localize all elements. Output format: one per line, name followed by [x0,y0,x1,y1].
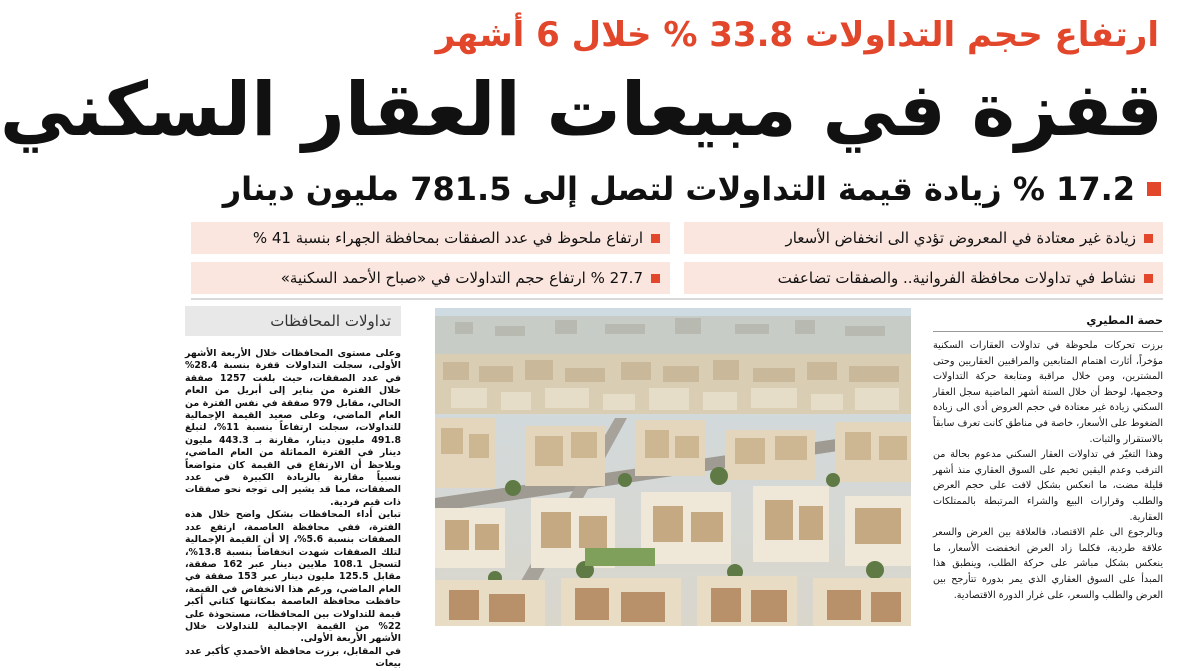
bullet-text: ارتفاع ملحوظ في عدد الصفقات بمحافظة الجهراء بنسبة 41 % [252,229,643,247]
subhead-text: 17.2 % زيادة قيمة التداولات لتصل إلى 781.5 مليون دينار [222,170,1135,208]
kicker: ارتفاع حجم التداولات 33.8 % خلال 6 أشهر [435,15,1159,55]
bullet-square-icon [1144,274,1153,283]
bullet-item [191,222,670,254]
bullet-item [191,262,670,294]
bullet-square-icon [651,274,660,283]
bullet-square-icon [1144,234,1153,243]
bullet-text: نشاط في تداولات محافظة الفروانية.. والصفقات تضاعفت [777,269,1136,287]
article-body [185,348,401,671]
paragraph: برزت تحركات ملحوظة في تداولات العقارات السكنية مؤخراً، أثارت اهتمام المتابعين والمراقبين العقاريين وحتى المشترين، ومن خلال مراقبة ومتابعة حركة التداولات وحجمها، لوحظ أن خلال الستة أشهر الماضية سجل العقار السكني زيادة غير معتادة في حجم العروض أدى الى زيادة الضغوط على الأسعار، خاصة في مناطق كانت تعرف سابقاً بالاستقرار والثبات. [933,340,1163,445]
city-aerial-photo [435,308,911,626]
paragraph: وعلى مستوى المحافظات خلال الأربعة الأشهر الأولى، سجلت التداولات قفزة بنسبة 28.4% في عدد الصفقات، حيث بلغت 1257 صفقة خلال الفترة من يناير إلى أبريل من العام الحالي، مقابل 979 صفقة في نفس الفترة من العام الماضي، وعلى صعيد القيمة الإجمالية للتداولات، سجلت ارتفاعاً بنسبة 11%، لتبلغ 491.8 مليون دينار، مقارنة بـ 443.3 مليون دينار في الفترة المماثلة من العام الماضي، ويلاحظ أن الارتفاع في القيمة كان متواضعاً نسبياً مقارنة بالزيادة الكبيرة في عدد الصفقات، مما قد يشير إلى توجه نحو صفقات ذات قيم فردية. [185,348,402,508]
city-illustration [435,308,911,626]
bullet-square-icon [651,234,660,243]
subhead-square-icon [1147,182,1161,196]
paragraph: في المقابل، برزت محافظة الأحمدي كأكبر عدد بيعات [185,645,401,670]
article-column-left [185,306,402,670]
bullet-text: 27.7 % ارتفاع حجم التداولات في «صباح الأحمد السكنية» [280,269,643,287]
bullet-text: زيادة غير معتادة في المعروض تؤدي الى انخفاض الأسعار [785,229,1136,247]
bullet-points [191,222,1163,294]
subhead [193,166,1161,212]
headline: قفزة في مبيعات العقار السكني [0,67,1163,153]
bullet-item [684,222,1163,254]
paragraph: تباين أداء المحافظات بشكل واضح خلال هذه الفترة، ففي محافظة العاصمة، ارتفع عدد الصفقات بنسبة 5.6%، إلا أن القيمة الإجمالية لتلك الصفقات شهدت انخفاضاً بنسبة 13.8%، لتسجل 108.1 ملايين دينار عبر 162 صفقة، مقابل 125.5 مليون دينار عبر 153 صفقة في العام الماضي، ورغم هذا الانخفاض في القيمة، حافظت محافظة العاصمة بمكانتها كثاني أكبر قيمة للتداولات بين المحافظات، مستحوذة على 22% من القيمة الإجمالية للتداولات خلال الأشهر الأربعة الأولى. [185,509,401,645]
article-body [933,338,1163,603]
bullet-item [684,262,1163,294]
paragraph: وبالرجوع الى علم الاقتصاد، فالعلاقة بين العرض والسعر علاقة طردية، فكلما زاد العرض انخفضت الأسعار، ما ينعكس بشكل مباشر على حركة الطلب، وينطبق هذا المبدأ على السوق العقاري الذي يمر بدورة تتأرجح بين العرض والطلب والسعر، على غرار الدورة الاقتصادية. [933,527,1163,601]
paragraph: وهذا التغيّر في تداولات العقار السكني مدعوم بحالة من الترقب وعدم اليقين تخيم على السوق العقاري منذ أشهر قليلة مضت، ما انعكس بشكل لافت على حجم العرض والطلب وقرارات البيع والشراء المرتبطة بالممتلكات العقارية. [933,449,1163,523]
section-tag: تداولات المحافظات [185,306,401,336]
article-column-right [933,310,1163,626]
divider [191,298,1163,300]
byline: حصة المطيري [933,310,1163,332]
